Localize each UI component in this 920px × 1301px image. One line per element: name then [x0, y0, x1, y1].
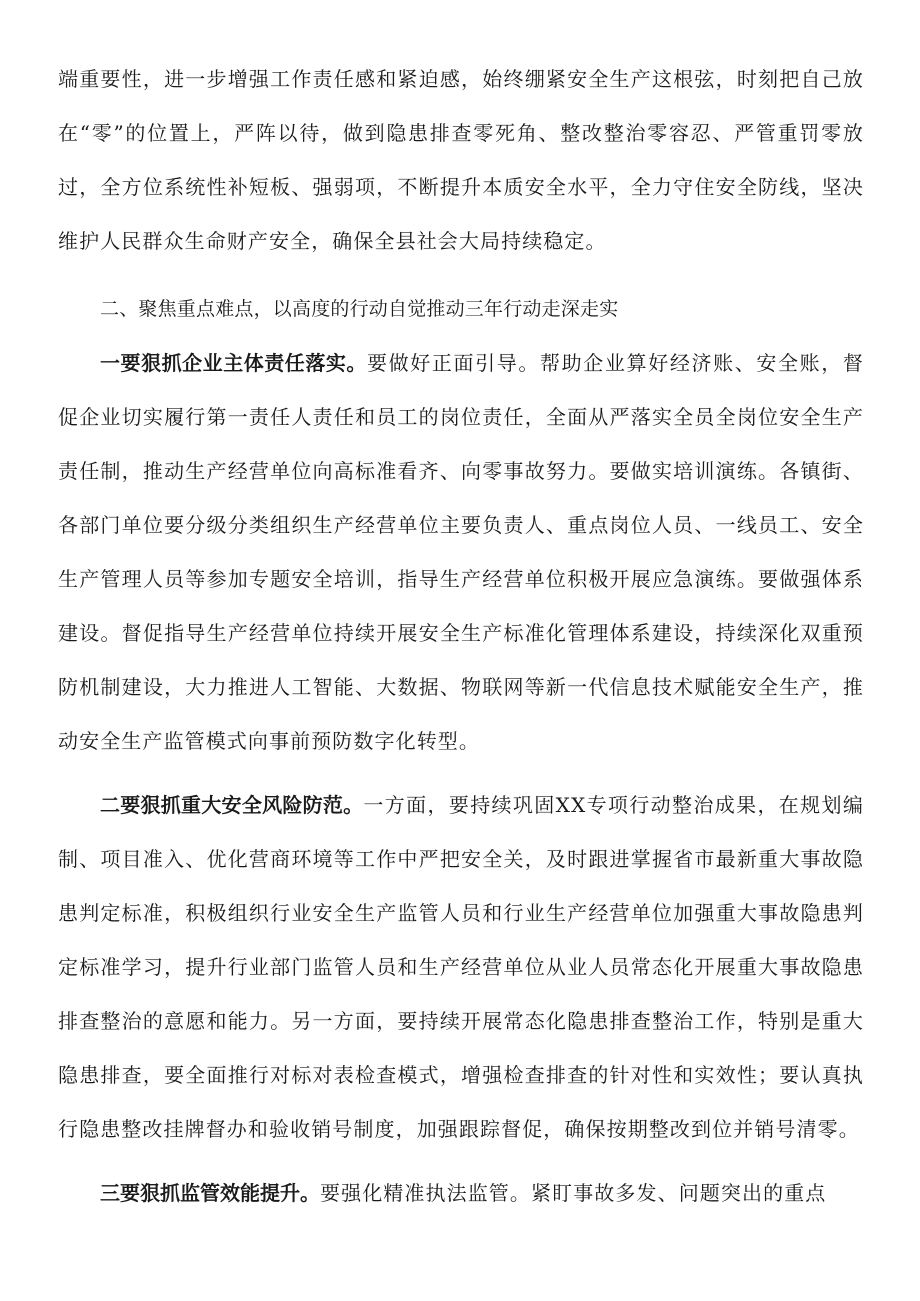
- paragraph-2-lead: 一要狠抓企业主体责任落实。: [100, 351, 367, 375]
- paragraph-4-body: 要强化精准执法监管。紧盯事故多发、问题突出的重点: [320, 1181, 827, 1205]
- paragraph-4: [58, 1166, 864, 1220]
- paragraph-4-lead: 三要狠抓监管效能提升。: [100, 1181, 320, 1205]
- section-heading-2: 二、聚焦重点难点，以高度的行动自觉推动三年行动走深走实: [100, 298, 619, 320]
- paragraph-2: [58, 336, 864, 768]
- paragraph-3-lead: 二要狠抓重大安全风险防范。: [100, 793, 364, 817]
- paragraph-gap: [58, 768, 864, 778]
- paragraph-3-body: 一方面，要持续巩固XX专项行动整治成果，在规划编制、项目准入、优化营商环境等工作中严把安全关，及时跟进掌握省市最新重大事故隐患判定标准，积极组织行业安全生产监管人员和行业生产经营单位加强重大事故隐患判定标准学习，提升行业部门监管人员和生产经营单位从业人员常态化开展重大事故隐患排查整治的意愿和能力。另一方面，要持续开展常态化隐患排查整治工作，特别是重大隐患排查，要全面推行对标对表检查模式，增强检查排查的针对性和实效性；要认真执行隐患整改挂牌督办和验收销号制度，加强跟踪督促，确保按期整改到位并销号清零。: [58, 793, 864, 1141]
- document-page: [58, 52, 864, 1220]
- paragraph-gap: [58, 1156, 864, 1166]
- paragraph-2-body: 要做好正面引导。帮助企业算好经济账、安全账，督促企业切实履行第一责任人责任和员工的岗位责任，全面从严落实全员全岗位安全生产责任制，推动生产经营单位向高标准看齐、向零事故努力。要做实培训演练。各镇街、各部门单位要分级分类组织生产经营单位主要负责人、重点岗位人员、一线员工、安全生产管理人员等参加专题安全培训，指导生产经营单位积极开展应急演练。要做强体系建设。督促指导生产经营单位持续开展安全生产标准化管理体系建设，持续深化双重预防机制建设，大力推进人工智能、大数据、物联网等新一代信息技术赋能安全生产，推动安全生产监管模式向事前预防数字化转型。: [58, 351, 864, 753]
- paragraph-1: 端重要性，进一步增强工作责任感和紧迫感，始终绷紧安全生产这根弦，时刻把自己放在“零”的位置上，严阵以待，做到隐患排查零死角、整改整治零容忍、严管重罚零放过，全方位系统性补短板、强弱项，不断提升本质安全水平，全力守住安全防线，坚决维护人民群众生命财产安全，确保全县社会大局持续稳定。: [58, 67, 864, 253]
- paragraph-3: [58, 778, 864, 1156]
- paragraph-gap: [58, 268, 864, 278]
